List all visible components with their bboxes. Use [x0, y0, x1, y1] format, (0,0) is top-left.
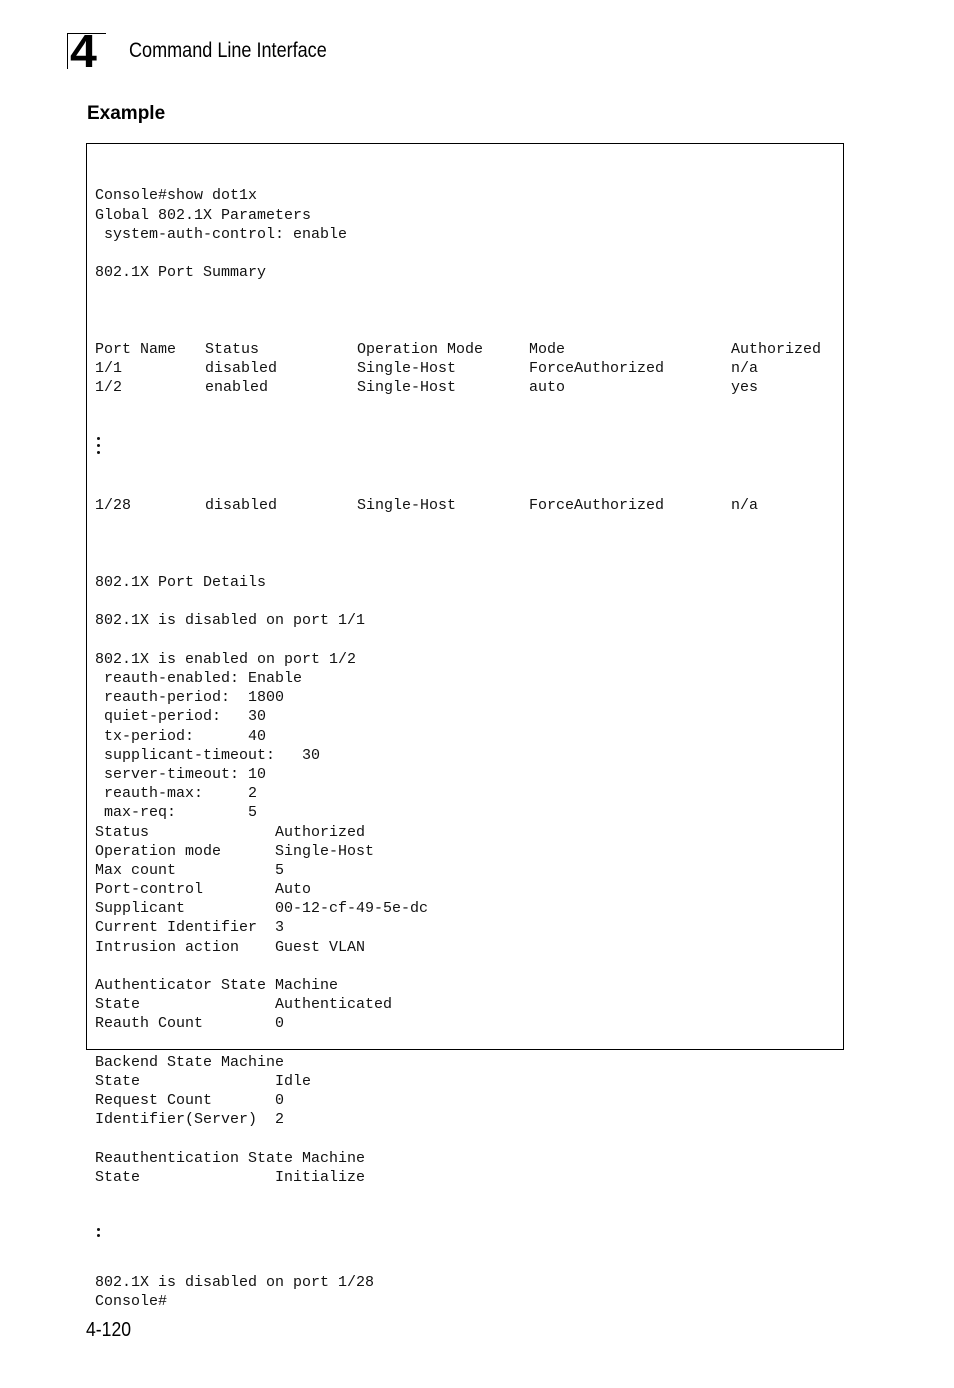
table-cell: disabled [205, 360, 278, 378]
console-line: Request Count 0 [95, 1092, 285, 1110]
console-line: State Initialize [95, 1168, 366, 1186]
table-cell: 1/28 [95, 497, 132, 515]
console-line: supplicant-timeout: 30 [95, 746, 321, 764]
console-line: system-auth-control: enable [95, 225, 348, 243]
console-line: 802.1X is disabled on port 1/1 [95, 612, 366, 630]
port-details [95, 554, 428, 1187]
section-heading: Example [87, 103, 166, 124]
header-title: Command Line Interface [129, 39, 327, 62]
port-summary-table [95, 340, 822, 398]
console-line: quiet-period: 30 [95, 708, 267, 726]
console-line: State Idle [95, 1072, 312, 1090]
console-line [95, 554, 428, 573]
console-line: 802.1X Port Summary [95, 264, 267, 282]
table-cell: 1/1 [95, 360, 123, 378]
console-output-box [86, 143, 844, 1311]
table-cell: disabled [205, 497, 278, 515]
console-line: Max count 5 [95, 861, 285, 879]
table-cell: Status [205, 340, 260, 358]
console-line: Operation mode Single-Host [95, 842, 375, 860]
console-line: State Authenticated [95, 996, 393, 1014]
table-cell: 1/2 [95, 379, 123, 397]
console-line [95, 592, 428, 611]
console-line: Identifier(Server) 2 [95, 1111, 285, 1129]
table-cell: Single-Host [357, 360, 457, 378]
table-row [95, 496, 759, 515]
console-line: server-timeout: 10 [95, 765, 267, 783]
console-line: 802.1X Port Details [95, 574, 267, 592]
console-line: Status Authorized [95, 823, 366, 841]
port-summary-last-row [95, 496, 759, 515]
console-line: Console#show dot1x [95, 187, 258, 205]
console-line: Reauth Count 0 [95, 1015, 285, 1033]
console-line: max-req: 5 [95, 804, 258, 822]
console-intro [95, 186, 428, 301]
table-cell: auto [529, 379, 566, 397]
console-line: Authenticator State Machine [95, 977, 339, 995]
console-line: Reauthentication State Machine [95, 1149, 366, 1167]
console-line: reauth-period: 1800 [95, 689, 285, 707]
chapter-number: 4 [70, 25, 96, 77]
console-line: Intrusion action Guest VLAN [95, 938, 366, 956]
table-cell: yes [731, 379, 759, 397]
console-closing [95, 1273, 428, 1311]
page-number: 4-120 [86, 1319, 132, 1341]
console-line [95, 282, 428, 301]
table-cell: Mode [529, 340, 566, 358]
table-cell: Single-Host [357, 379, 457, 397]
console-line [95, 1034, 428, 1053]
table-cell: enabled [205, 379, 269, 397]
table-header-row [95, 340, 822, 359]
console-line [95, 957, 428, 976]
console-line [95, 631, 428, 650]
console-line [95, 1130, 428, 1149]
console-line: Current Identifier 3 [95, 919, 285, 937]
console-line: Global 802.1X Parameters [95, 206, 312, 224]
console-line: tx-period: 40 [95, 727, 267, 745]
console-line: Console# [95, 1293, 168, 1311]
console-line: Port-control Auto [95, 881, 312, 899]
table-cell: Operation Mode [357, 340, 484, 358]
console-line: 802.1X is enabled on port 1/2 [95, 650, 357, 668]
ellipsis-vertical-icon [95, 436, 105, 458]
table-cell: ForceAuthorized [529, 360, 665, 378]
table-cell: Port Name [95, 340, 177, 358]
console-line: 802.1X is disabled on port 1/28 [95, 1273, 375, 1291]
table-cell: Single-Host [357, 497, 457, 515]
table-cell: Authorized [731, 340, 822, 358]
console-line: reauth-max: 2 [95, 785, 258, 803]
console-line: Supplicant 00-12-cf-49-5e-dc [95, 900, 429, 918]
table-row [95, 359, 759, 378]
table-cell: ForceAuthorized [529, 497, 665, 515]
table-row [95, 378, 759, 397]
console-line: reauth-enabled: Enable [95, 670, 303, 688]
table-cell: n/a [731, 497, 759, 515]
ellipsis-vertical-icon [95, 1226, 105, 1235]
table-cell: n/a [731, 360, 759, 378]
console-line: Backend State Machine [95, 1053, 285, 1071]
console-line [95, 244, 428, 263]
console-output [95, 148, 822, 1350]
